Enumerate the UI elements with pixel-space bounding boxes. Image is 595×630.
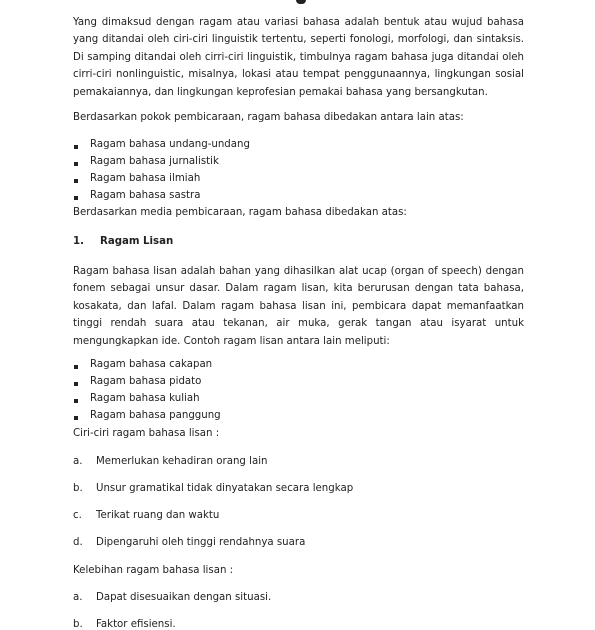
list-item-text: Ragam bahasa jurnalistik xyxy=(90,156,219,167)
section-title: Ragam Lisan xyxy=(100,236,174,247)
list-item-text: Dapat disesuaikan dengan situasi. xyxy=(96,592,272,603)
bullet-icon xyxy=(74,196,78,200)
list-item-label: b. xyxy=(73,483,83,494)
list-item-text: Ragam bahasa undang-undang xyxy=(90,139,250,150)
list-item-text: Ragam bahasa cakapan xyxy=(90,359,213,370)
list-item-text: Unsur gramatikal tidak dinyatakan secara lengkap xyxy=(96,483,354,494)
list-item-text: Memerlukan kehadiran orang lain xyxy=(96,456,268,467)
ciri-intro: Ciri-ciri ragam bahasa lisan : xyxy=(73,428,220,439)
list-item-text: Ragam bahasa panggung xyxy=(90,410,221,421)
section-heading xyxy=(73,236,524,247)
bullet-icon xyxy=(74,382,78,386)
list-item-text: Ragam bahasa ilmiah xyxy=(90,173,201,184)
list-item-label: c. xyxy=(73,510,82,521)
bullet-icon xyxy=(74,399,78,403)
list-item-label: d. xyxy=(73,537,83,548)
section-number: 1. xyxy=(73,236,84,247)
list-item-text: Terikat ruang dan waktu xyxy=(96,510,220,521)
heading-glyph-fragment xyxy=(296,0,306,4)
intro-paragraph: Yang dimaksud dengan ragam atau variasi bahasa adalah bentuk atau wujud bahasa yang ditandai oleh ciri-ciri linguistik tertentu, seperti fonologi, morfologi, dan sintaksis. Di samping ditandai oleh cirri-ciri linguistik, timbulnya ragam bahasa juga ditandai oleh cirri-ciri nonlinguistic, misalnya, lokasi atau tempat penggunaannya, lingkungan sosial pemakaiannya, dan lingkungan keprofesian pemakai bahasa yang bersangkutan. xyxy=(73,17,524,98)
topic-intro: Berdasarkan pokok pembicaraan, ragam bahasa dibedakan antara lain atas: xyxy=(73,112,464,123)
lisan-paragraph: Ragam bahasa lisan adalah bahan yang dihasilkan alat ucap (organ of speech) dengan fonem sebagai unsur dasar. Dalam ragam lisan, kita berurusan dengan tata bahasa, kosakata, dan lafal. Dalam ragam bahasa lisan ini, pembicara dapat memanfaatkan tinggi rendah suara atau tekanan, air muka, gerak tangan atau isyarat untuk mengungkapkan ide. Contoh ragam lisan antara lain meliputi: xyxy=(73,266,524,347)
list-item-label: b. xyxy=(73,619,83,630)
bullet-icon xyxy=(74,365,78,369)
bullet-icon xyxy=(74,145,78,149)
list-item-text: Ragam bahasa kuliah xyxy=(90,393,200,404)
list-item-text: Ragam bahasa pidato xyxy=(90,376,202,387)
bullet-icon xyxy=(74,179,78,183)
list-item-text: Ragam bahasa sastra xyxy=(90,190,201,201)
list-item-text: Dipengaruhi oleh tinggi rendahnya suara xyxy=(96,537,306,548)
bullet-icon xyxy=(74,416,78,420)
list-item-label: a. xyxy=(73,592,83,603)
media-intro: Berdasarkan media pembicaraan, ragam bahasa dibedakan atas: xyxy=(73,207,407,218)
kelebihan-intro: Kelebihan ragam bahasa lisan : xyxy=(73,565,234,576)
list-item-text: Faktor efisiensi. xyxy=(96,619,176,630)
bullet-icon xyxy=(74,162,78,166)
list-item-label: a. xyxy=(73,456,83,467)
